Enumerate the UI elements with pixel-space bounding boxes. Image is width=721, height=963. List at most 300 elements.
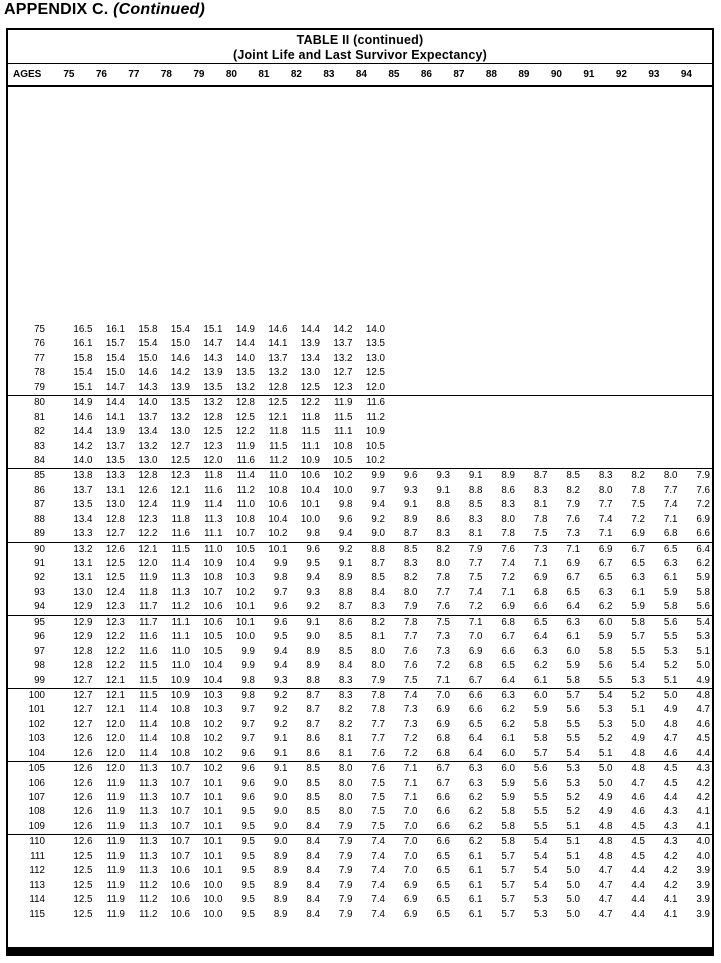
age-row (8, 352, 712, 366)
value-cell: 6.2 (696, 558, 710, 569)
value-cell: 7.2 (501, 572, 515, 584)
value-cell: 9.6 (241, 747, 255, 759)
value-cell: 11.9 (106, 894, 125, 906)
value-cell: 5.0 (566, 908, 580, 920)
value-cell (615, 440, 648, 454)
value-cell: 12.9 (73, 631, 93, 643)
value-cell: 13.0 (170, 426, 190, 438)
column-header: 83 (323, 69, 335, 80)
value-cell: 13.5 (203, 381, 223, 393)
value-cell: 12.0 (365, 381, 385, 393)
value-cell: 7.3 (403, 704, 418, 716)
value-cell: 10.5 (365, 440, 385, 452)
value-cell: 11.9 (106, 806, 125, 818)
value-cell: 9.9 (241, 660, 255, 672)
value-cell: 5.7 (631, 631, 645, 643)
column-header: 84 (355, 69, 367, 80)
value-cell: 12.8 (73, 660, 93, 672)
value-cell: 13.9 (170, 381, 190, 393)
value-cell: 8.5 (306, 777, 320, 789)
value-cell (387, 454, 420, 468)
value-cell: 9.5 (241, 806, 255, 818)
value-cell: 12.0 (138, 558, 158, 569)
value-cell: 10.2 (203, 733, 223, 745)
value-cell: 13.1 (73, 572, 93, 584)
table-title: TABLE II (continued) (296, 33, 424, 47)
ages-header-cell: AGES (13, 69, 42, 80)
value-cell: 10.0 (203, 908, 223, 920)
value-cell: 9.4 (371, 499, 385, 511)
value-cell: 9.0 (273, 820, 288, 832)
appendix-label: APPENDIX C. (4, 1, 109, 18)
value-cell: 4.3 (663, 836, 678, 848)
value-cell: 14.4 (105, 397, 125, 409)
value-cell: 5.3 (696, 631, 710, 643)
value-cell: 9.8 (338, 499, 353, 511)
value-cell: 14.4 (73, 426, 93, 438)
value-cell: 6.0 (566, 645, 580, 657)
value-cell (647, 381, 680, 395)
value-cell: 10.1 (203, 865, 223, 877)
age-label-cell: 75 (34, 324, 45, 335)
value-cell: 13.2 (268, 367, 288, 379)
value-cell: 11.5 (171, 543, 190, 555)
age-label-cell: 103 (28, 733, 45, 745)
value-cell: 6.2 (501, 718, 515, 730)
value-cell: 4.6 (663, 747, 678, 759)
value-cell: 5.9 (566, 660, 580, 672)
value-cell: 14.0 (365, 324, 385, 335)
age-label-cell: 102 (28, 718, 45, 730)
value-cell: 7.8 (403, 616, 418, 628)
value-cell: 6.5 (436, 879, 450, 891)
value-cell: 15.4 (138, 338, 158, 350)
value-cell: 12.2 (300, 397, 320, 409)
value-cell: 4.4 (696, 747, 710, 759)
value-cell: 14.7 (105, 381, 125, 393)
value-cell: 12.5 (105, 558, 125, 569)
value-cell (485, 454, 518, 468)
value-cell: 5.9 (631, 601, 645, 613)
value-cell: 7.4 (371, 908, 385, 920)
age-label-cell: 105 (28, 763, 45, 775)
value-cell: 6.1 (631, 586, 645, 598)
value-cell: 8.3 (598, 470, 613, 482)
value-cell: 7.6 (371, 763, 385, 775)
value-cell: 10.9 (300, 454, 320, 466)
value-cell: 9.1 (306, 616, 320, 628)
value-cell (485, 381, 518, 395)
value-cell: 11.3 (139, 865, 158, 877)
value-cell: 6.1 (468, 865, 483, 877)
value-cell: 6.8 (436, 747, 450, 759)
value-cell (680, 337, 713, 351)
value-cell: 11.8 (301, 411, 320, 423)
value-cell: 10.5 (203, 645, 223, 657)
value-cell (680, 323, 713, 337)
value-cell: 7.6 (501, 543, 515, 555)
value-cell: 7.0 (403, 850, 418, 862)
value-cell: 12.6 (73, 733, 93, 745)
age-label-cell: 101 (28, 704, 45, 716)
value-cell: 10.7 (170, 806, 190, 818)
value-cell: 15.4 (105, 352, 125, 364)
value-cell: 9.8 (306, 528, 320, 540)
value-cell: 9.1 (273, 733, 288, 745)
value-cell: 10.1 (268, 543, 288, 555)
value-cell: 15.1 (73, 381, 93, 393)
value-cell (647, 425, 680, 439)
value-cell: 9.5 (273, 631, 288, 643)
value-cell: 11.5 (139, 674, 158, 686)
value-cell: 12.0 (105, 733, 125, 745)
value-cell: 4.8 (598, 836, 613, 848)
value-cell: 13.2 (73, 543, 93, 555)
value-cell: 10.7 (235, 528, 255, 540)
value-cell: 11.9 (106, 777, 125, 789)
age-row (8, 703, 712, 717)
value-cell: 11.7 (139, 616, 158, 628)
value-cell: 11.2 (139, 879, 158, 891)
value-cell: 7.8 (631, 484, 645, 496)
value-cell: 13.2 (203, 397, 223, 409)
value-cell: 5.8 (501, 820, 515, 832)
value-cell: 5.6 (533, 763, 548, 775)
value-cell: 14.2 (170, 367, 190, 379)
value-cell: 9.6 (241, 777, 255, 789)
value-cell: 4.4 (663, 792, 678, 803)
value-cell: 6.3 (631, 572, 645, 584)
value-cell (420, 381, 453, 395)
value-cell: 14.3 (203, 352, 223, 364)
value-cell: 9.1 (403, 499, 418, 511)
value-cell: 5.9 (696, 572, 710, 584)
value-cell: 8.2 (631, 470, 645, 482)
value-cell: 5.8 (533, 733, 548, 745)
value-cell: 9.5 (241, 879, 255, 891)
value-cell: 14.0 (73, 454, 93, 466)
value-cell: 7.5 (631, 499, 645, 511)
value-cell: 11.3 (204, 513, 223, 525)
value-cell: 5.4 (533, 865, 548, 877)
value-cell (647, 454, 680, 468)
value-cell: 13.4 (73, 513, 93, 525)
value-cell: 5.7 (501, 894, 515, 906)
value-cell: 5.8 (631, 616, 645, 628)
value-cell: 11.3 (139, 836, 158, 848)
value-cell: 8.7 (371, 558, 385, 569)
value-cell: 8.4 (306, 879, 320, 891)
value-cell: 11.0 (171, 660, 190, 672)
value-cell (550, 381, 583, 395)
value-cell: 12.3 (203, 440, 223, 452)
value-cell: 12.5 (203, 426, 223, 438)
value-cell: 13.7 (105, 440, 125, 452)
value-cell: 8.4 (338, 660, 353, 672)
value-cell: 6.9 (533, 572, 548, 584)
value-cell: 7.6 (566, 513, 580, 525)
value-cell: 11.9 (106, 820, 125, 832)
age-row (8, 762, 712, 776)
value-cell: 8.2 (371, 616, 385, 628)
value-cell: 10.6 (170, 865, 190, 877)
value-cell (452, 381, 485, 395)
value-cell: 12.5 (170, 454, 190, 466)
value-cell: 5.4 (598, 689, 613, 701)
value-cell: 10.6 (170, 879, 190, 891)
value-cell (615, 366, 648, 380)
value-cell: 4.5 (663, 777, 678, 789)
value-cell: 5.7 (501, 865, 515, 877)
age-row (8, 440, 712, 454)
value-cell: 10.5 (333, 454, 353, 466)
value-cell: 7.0 (403, 806, 418, 818)
column-header: 93 (648, 69, 660, 80)
value-cell: 7.1 (663, 513, 678, 525)
value-cell: 5.6 (533, 777, 548, 789)
age-row (8, 600, 712, 615)
age-row (8, 484, 712, 498)
value-cell (485, 366, 518, 380)
value-cell (647, 337, 680, 351)
value-cell: 6.7 (468, 674, 483, 686)
value-cell: 14.1 (268, 338, 288, 350)
value-cell: 4.9 (696, 674, 710, 686)
value-cell: 8.9 (273, 850, 288, 862)
value-cell: 11.9 (106, 850, 125, 862)
value-cell: 11.1 (301, 440, 320, 452)
age-row (8, 893, 712, 907)
age-label-cell: 83 (34, 440, 45, 452)
value-cell (615, 425, 648, 439)
value-cell (387, 396, 420, 410)
value-cell: 8.5 (566, 470, 580, 482)
value-cell: 7.1 (403, 792, 418, 803)
value-cell: 14.2 (73, 440, 93, 452)
value-cell: 6.1 (468, 908, 483, 920)
value-cell: 7.8 (436, 572, 450, 584)
age-row (8, 820, 712, 835)
value-cell: 9.8 (273, 572, 288, 584)
column-header: 78 (160, 69, 172, 80)
value-cell: 10.6 (170, 894, 190, 906)
value-cell: 8.0 (598, 484, 613, 496)
age-label-cell: 85 (34, 470, 45, 482)
value-cell: 14.0 (138, 397, 158, 409)
value-cell: 5.2 (566, 806, 580, 818)
value-cell: 9.6 (338, 513, 353, 525)
value-cell: 9.8 (241, 674, 255, 686)
value-cell: 8.3 (371, 601, 385, 613)
value-cell (550, 337, 583, 351)
value-cell: 6.1 (468, 879, 483, 891)
value-cell: 11.6 (366, 397, 385, 409)
value-cell: 8.5 (338, 631, 353, 643)
value-cell: 10.7 (170, 820, 190, 832)
value-cell: 6.9 (696, 513, 710, 525)
value-cell: 5.1 (663, 674, 678, 686)
value-cell: 8.1 (338, 733, 353, 745)
value-cell: 10.1 (203, 792, 223, 803)
value-cell: 4.7 (663, 733, 678, 745)
value-cell: 5.3 (533, 908, 548, 920)
value-cell: 6.8 (468, 660, 483, 672)
value-cell: 13.1 (105, 484, 125, 496)
value-cell: 10.7 (203, 586, 223, 598)
value-cell: 7.0 (436, 689, 450, 701)
value-cell: 7.7 (598, 499, 613, 511)
value-cell: 7.3 (566, 528, 580, 540)
value-cell: 10.8 (333, 440, 353, 452)
value-cell: 5.9 (501, 792, 515, 803)
value-cell (485, 425, 518, 439)
value-cell: 12.8 (235, 397, 255, 409)
age-row (8, 908, 712, 922)
value-cell: 12.3 (333, 381, 353, 393)
value-cell (387, 440, 420, 454)
value-cell: 5.5 (533, 820, 548, 832)
value-cell: 6.4 (468, 733, 483, 745)
value-cell: 10.7 (170, 836, 190, 848)
value-cell: 8.9 (273, 894, 288, 906)
value-cell: 6.4 (533, 631, 548, 643)
value-cell: 8.1 (533, 499, 548, 511)
value-cell: 12.2 (235, 426, 255, 438)
value-cell: 11.9 (236, 440, 255, 452)
value-cell: 12.8 (73, 645, 93, 657)
value-cell: 7.1 (533, 558, 548, 569)
value-cell: 11.4 (139, 704, 158, 716)
value-cell: 8.5 (403, 543, 418, 555)
value-cell: 7.6 (371, 747, 385, 759)
value-cell (647, 366, 680, 380)
value-cell: 9.0 (306, 631, 320, 643)
value-cell: 5.7 (501, 850, 515, 862)
value-cell: 15.8 (73, 352, 93, 364)
value-cell: 7.4 (501, 558, 515, 569)
column-header-row (8, 64, 712, 87)
age-label-cell: 104 (28, 747, 45, 759)
age-row (8, 513, 712, 527)
value-cell: 14.4 (300, 324, 320, 335)
value-cell: 4.6 (631, 792, 645, 803)
age-row (8, 630, 712, 644)
value-cell: 5.0 (631, 718, 645, 730)
value-cell: 9.2 (273, 718, 288, 730)
value-cell: 8.0 (501, 513, 515, 525)
value-cell: 8.9 (273, 865, 288, 877)
value-cell (452, 352, 485, 366)
value-cell: 8.3 (533, 484, 548, 496)
value-cell: 12.5 (365, 367, 385, 379)
value-cell: 5.8 (663, 601, 678, 613)
value-cell: 4.8 (631, 763, 645, 775)
value-cell: 15.4 (73, 367, 93, 379)
value-cell: 5.0 (598, 777, 613, 789)
value-cell: 8.8 (371, 543, 385, 555)
age-label-cell: 82 (34, 426, 45, 438)
value-cell: 4.8 (663, 718, 678, 730)
value-cell: 8.9 (273, 879, 288, 891)
value-cell: 9.7 (273, 586, 288, 598)
age-label-cell: 92 (34, 572, 45, 584)
value-cell: 7.7 (436, 586, 450, 598)
value-cell: 9.3 (306, 586, 320, 598)
value-cell: 11.8 (139, 586, 158, 598)
value-cell: 8.2 (403, 572, 418, 584)
value-cell: 10.8 (170, 718, 190, 730)
value-cell: 4.0 (696, 836, 710, 848)
age-label-cell: 99 (34, 674, 45, 686)
value-cell: 8.0 (371, 660, 385, 672)
value-cell (550, 454, 583, 468)
value-cell: 11.6 (204, 484, 223, 496)
value-cell (485, 411, 518, 425)
value-cell: 5.3 (533, 894, 548, 906)
value-cell: 12.7 (73, 704, 93, 716)
value-cell: 7.7 (468, 558, 483, 569)
value-cell: 11.2 (236, 484, 255, 496)
value-cell: 8.6 (306, 733, 320, 745)
value-cell: 12.1 (138, 543, 158, 555)
value-cell: 9.1 (468, 470, 483, 482)
value-cell: 11.1 (204, 528, 223, 540)
value-cell: 11.9 (106, 865, 125, 877)
value-cell: 12.7 (73, 689, 93, 701)
value-cell: 8.0 (436, 558, 450, 569)
value-cell: 5.1 (598, 747, 613, 759)
value-cell: 5.1 (631, 704, 645, 716)
value-cell: 15.0 (138, 352, 158, 364)
value-cell: 10.2 (365, 454, 385, 466)
value-cell (387, 381, 420, 395)
value-cell: 6.2 (468, 836, 483, 848)
value-cell: 13.5 (170, 397, 190, 409)
value-cell: 5.2 (598, 733, 613, 745)
age-row (8, 454, 712, 469)
value-cell: 6.3 (533, 645, 548, 657)
value-cell: 6.4 (566, 601, 580, 613)
value-cell: 12.2 (105, 645, 125, 657)
value-cell: 7.2 (436, 660, 450, 672)
value-cell: 13.4 (300, 352, 320, 364)
value-cell: 15.0 (105, 367, 125, 379)
value-cell: 7.8 (371, 704, 385, 716)
value-cell: 10.7 (170, 850, 190, 862)
value-cell: 4.5 (631, 850, 645, 862)
value-cell: 10.8 (235, 513, 255, 525)
age-label-cell: 94 (34, 601, 45, 613)
value-cell: 7.9 (468, 543, 483, 555)
age-label-cell: 98 (34, 660, 45, 672)
value-cell (680, 366, 713, 380)
value-cell: 8.7 (403, 528, 418, 540)
value-cell: 4.3 (663, 806, 678, 818)
value-cell: 6.4 (468, 747, 483, 759)
value-cell: 10.1 (203, 820, 223, 832)
value-cell: 7.7 (403, 631, 418, 643)
value-cell: 5.0 (566, 894, 580, 906)
value-cell (420, 396, 453, 410)
value-cell: 15.8 (138, 324, 158, 335)
value-cell: 10.6 (203, 601, 223, 613)
value-cell: 6.0 (501, 763, 515, 775)
age-label-cell: 89 (34, 528, 45, 540)
value-cell: 12.5 (73, 908, 93, 920)
age-label-cell: 110 (29, 836, 45, 848)
value-cell (615, 352, 648, 366)
value-cell: 11.1 (171, 616, 190, 628)
